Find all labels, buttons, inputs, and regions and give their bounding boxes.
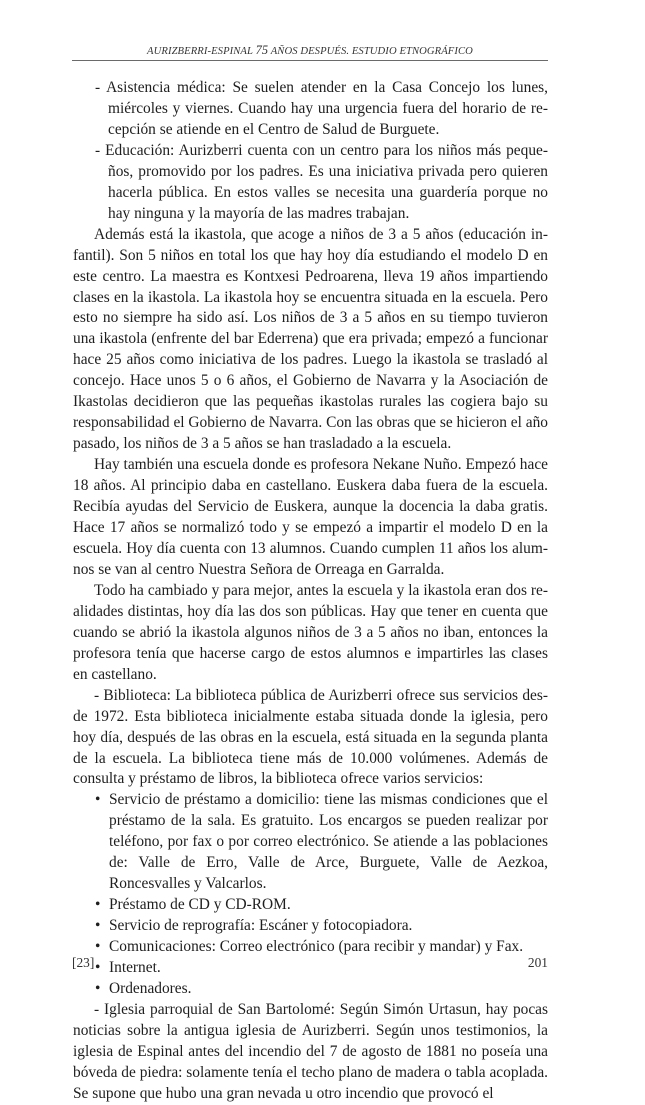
bullet-icon: • bbox=[95, 917, 101, 935]
bullet-text: Préstamo de CD y CD-ROM. bbox=[109, 896, 291, 914]
section-number: [23] bbox=[72, 955, 95, 970]
list-item-asistencia-medica: - Asistencia médica: Se suelen atender en la Casa Concejo los lunes, miércoles y viernes. Cuando hay una urgencia fuera del horario de recepción se atiende en el Centro de Salud de Burguete. bbox=[95, 79, 548, 138]
paragraph-iglesia: - Iglesia parroquial de San Bartolomé: Según Simón Urtasun, hay pocas noticias sobre la antigua iglesia de Aurizberri. Según unos testimonios, la iglesia de Espinal antes del incendio del 7 de agosto de 1881 no poseía una bóveda de piedra: solamente tenía el techo plano de madera o tabla acoplada. Se supone que hubo una gran nevada u otro incendio que provocó el bbox=[73, 1000, 548, 1102]
bullet-icon: • bbox=[95, 896, 101, 914]
bullet-icon: • bbox=[95, 938, 101, 956]
bullet-icon: • bbox=[95, 791, 101, 809]
bullet-text: Ordenadores. bbox=[109, 979, 192, 997]
running-title-part-1: AURIZBERRI-ESPINAL bbox=[147, 46, 256, 57]
page-number: 201 bbox=[527, 955, 548, 970]
paragraph-cambios: Todo ha cambiado y para mejor, antes la escuela y la ikastola eran dos realidades distintas, hoy día las dos son públicas. Hay que tener en cuenta que cuando se abrió la ikastola algunos niños de 3 a 5 años no iban, entonces la profesora tenía que hacerse cargo de estos alumnos e impartirles las clases en castellano. bbox=[73, 581, 548, 683]
bullet-text: Servicio de préstamo a domicilio: tiene las mismas condiciones que el préstamo de la sala. Es gratuito. Los encargos se pueden realizar por teléfono, por fax o por correo electrónico. Se atiende a las poblaciones de: Valle de Erro, Valle de Arce, Burguete, Valle de Aezkoa, Roncesvalles y Valcarlos. bbox=[109, 791, 548, 893]
bullet-item bbox=[73, 916, 548, 937]
running-header bbox=[72, 44, 548, 61]
bullet-item bbox=[73, 979, 548, 1000]
bullet-text: Internet. bbox=[109, 959, 161, 977]
bullet-text: Comunicaciones: Correo electrónico (para recibir y mandar) y Fax. bbox=[109, 938, 524, 956]
list-item-educacion: - Educación: Aurizberri cuenta con un centro para los niños más pequeños, promovido por los padres. Es una iniciativa privada pero quieren hacerla pública. En estos valles se necesita una guardería porque no hay ninguna y la mayoría de las madres trabajan. bbox=[95, 141, 548, 222]
bullet-item bbox=[73, 790, 548, 895]
running-title-part-2: AÑOS DESPUÉS. ESTUDIO ETNOGRÁFICO bbox=[268, 46, 473, 57]
paragraph-biblioteca: - Biblioteca: La biblioteca pública de Aurizberri ofrece sus servicios desde 1972. Esta biblioteca inicialmente estaba situada donde la iglesia, pero hoy día, después de las obras en la escuela, está situada en la segunda planta de la escuela. La biblioteca tiene más de 10.000 volúmenes. Además de consulta y préstamo de libros, la biblioteca ofrece varios servicios: bbox=[73, 686, 548, 788]
paragraph-escuela: Hay también una escuela donde es profesora Nekane Nuño. Empezó hace 18 años. Al principio daba en castellano. Euskera daba fuera de la escuela. Recibía ayudas del Servicio de Euskera, aunque la docencia la daba gratis. Hace 17 años se normalizó todo y se empezó a impartir el modelo D en la escuela. Hoy día cuenta con 13 alumnos. Cuando cumplen 11 años los alumnos se van al centro Nuestra Señora de Orreaga en Garralda. bbox=[73, 456, 548, 578]
body-text bbox=[73, 78, 548, 1105]
page-footer bbox=[72, 955, 548, 971]
bullet-item bbox=[73, 895, 548, 916]
running-title-number: 75 bbox=[255, 43, 269, 57]
bullet-icon: • bbox=[95, 959, 101, 977]
bullet-text: Servicio de reprografía: Escáner y fotocopiadora. bbox=[109, 917, 413, 935]
paragraph-ikastola: Además está la ikastola, que acoge a niños de 3 a 5 años (educación infantil). Son 5 niños en total los que hay hoy día estudiando el modelo D en este centro. La maestra es Kontxesi Pedroarena, lleva 19 años impartiendo clases en la ikastola. La ikastola hoy se encuentra situada en la escuela. Pero esto no siempre ha sido así. Los niños de 3 a 5 años en su tiempo tuvieron una ikastola (enfrente del bar Ederrena) que era privada; empezó a funcionar hace 25 años como iniciativa de los padres. Luego la ikastola se trasladó al concejo. Hace unos 5 o 6 años, el Gobierno de Navarra y la Asociación de Ikastolas decidieron que las pequeñas ikastolas rurales las cogiera bajo su responsabilidad el Gobierno de Navarra. Con las obras que se hicieron el año pasado, los niños de 3 a 5 años se han trasladado a la escuela. bbox=[73, 225, 548, 453]
bullet-icon: • bbox=[95, 979, 101, 997]
